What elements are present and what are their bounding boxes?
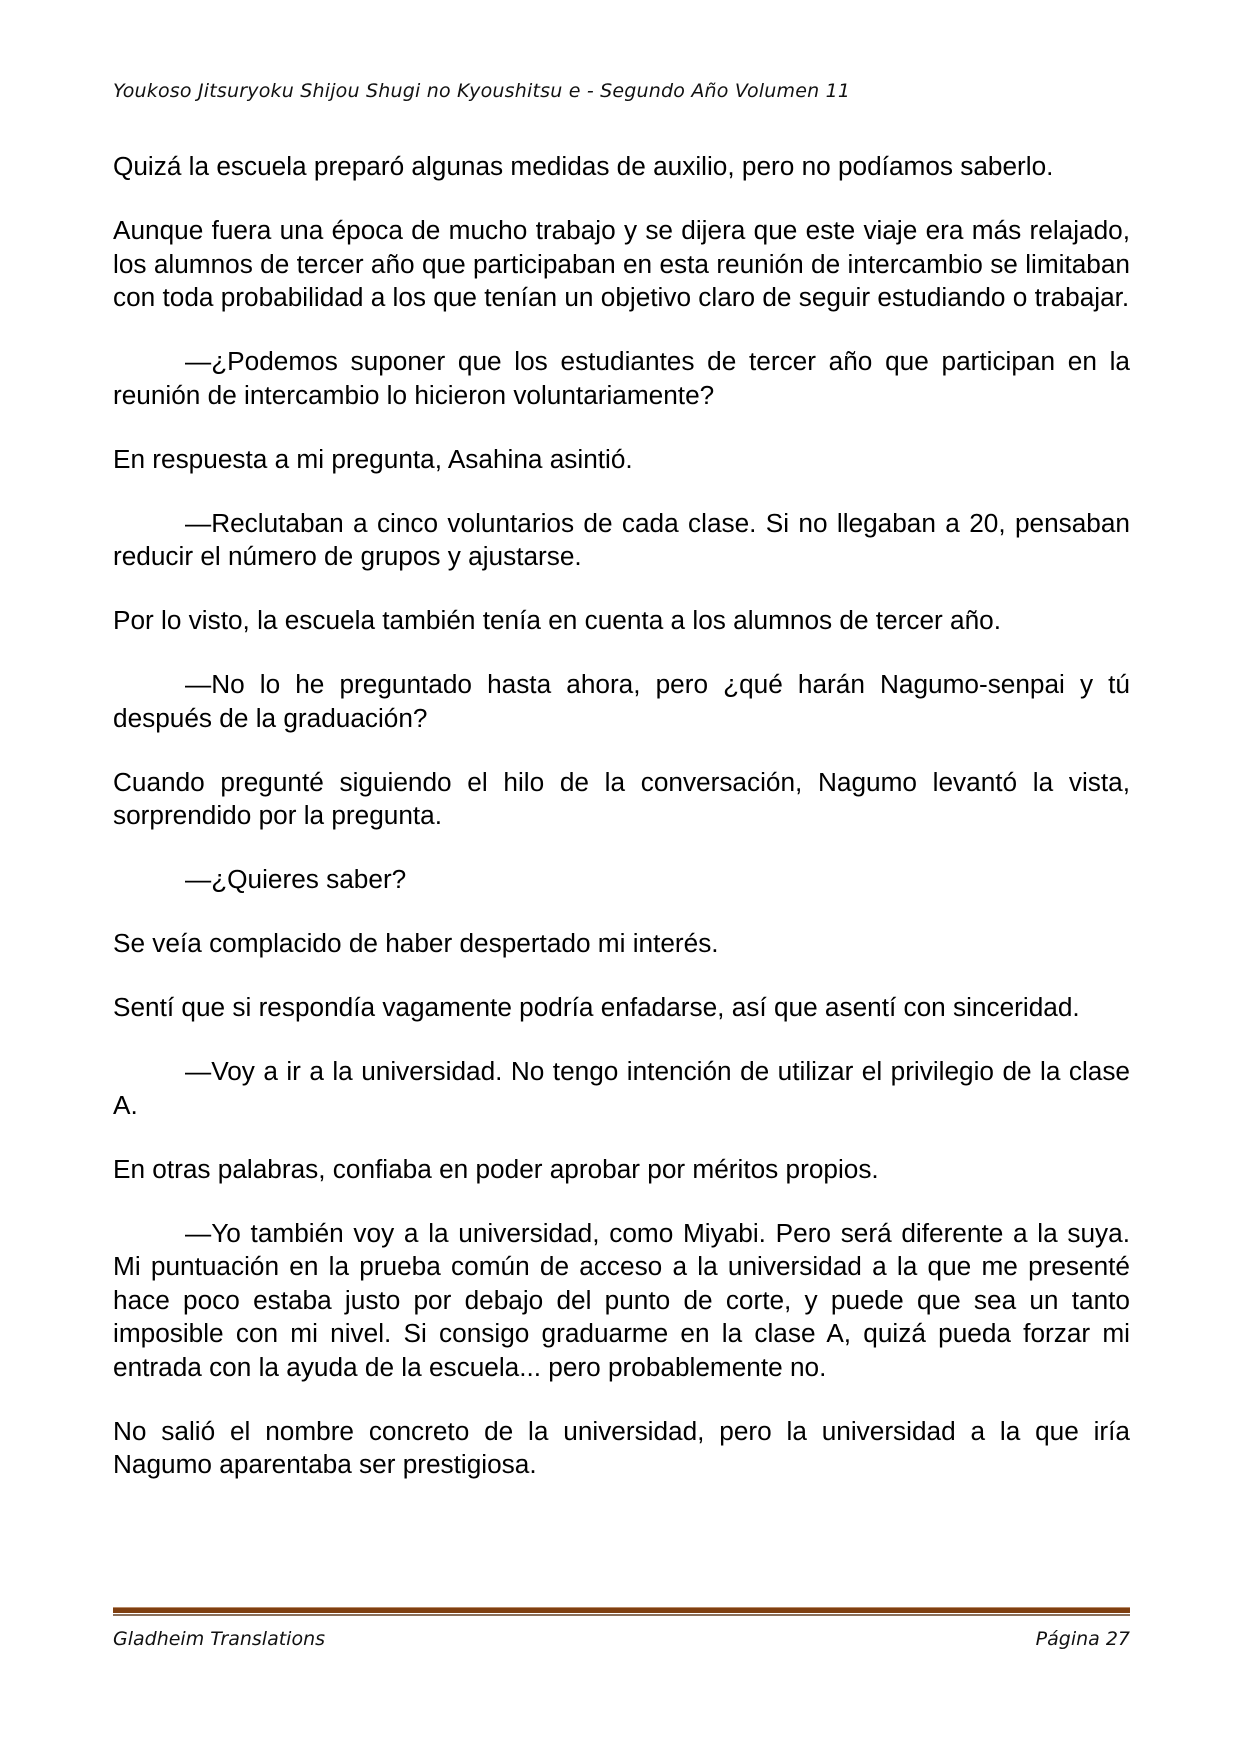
paragraph-dialogue: —¿Quieres saber?: [185, 864, 407, 894]
paragraph-dialogue: —Voy a ir a la universidad. No tengo intención de utilizar el privilegio de la clase A.: [113, 1056, 1130, 1120]
footer-divider-thin: [113, 1614, 1130, 1616]
footer-credit: Gladheim Translations: [113, 1628, 326, 1650]
paragraph-dialogue: —No lo he preguntado hasta ahora, pero ¿qué harán Nagumo-senpai y tú después de la graduación?: [113, 669, 1130, 733]
paragraph-dialogue: —Reclutaban a cinco voluntarios de cada clase. Si no llegaban a 20, pensaban reducir el número de grupos y ajustarse.: [113, 507, 1130, 571]
footer-divider-thick: [113, 1607, 1130, 1613]
paragraph-narration: Aunque fuera una época de mucho trabajo y se dijera que este viaje era más relajado, los alumnos de tercer año que participaban en esta reunión de intercambio se limitaban con toda probabilidad a los que tenían un objetivo claro de seguir estudiando o trabajar.: [113, 215, 1130, 312]
body-text: [113, 150, 1130, 1512]
running-header: Youkoso Jitsuryoku Shijou Shugi no Kyoushitsu e - Segundo Año Volumen 11: [113, 80, 851, 102]
page-number: Página 27: [1035, 1628, 1130, 1650]
paragraph-dialogue: —¿Podemos suponer que los estudiantes de tercer año que participan en la reunión de intercambio lo hicieron voluntariamente?: [113, 346, 1130, 410]
paragraph-narration: Cuando pregunté siguiendo el hilo de la conversación, Nagumo levantó la vista, sorprendido por la pregunta.: [113, 766, 1130, 830]
paragraph-narration: Se veía complacido de haber despertado mi interés.: [113, 928, 719, 958]
paragraph-narration: No salió el nombre concreto de la universidad, pero la universidad a la que iría Nagumo aparentaba ser prestigiosa.: [113, 1415, 1130, 1479]
paragraph-dialogue: —Yo también voy a la universidad, como Miyabi. Pero será diferente a la suya. Mi puntuación en la prueba común de acceso a la universidad a la que me presenté hace poco estaba justo por debajo del punto de corte, y puede que sea un tanto imposible con mi nivel. Si consigo graduarme en la clase A, quizá pueda forzar mi entrada con la ayuda de la escuela... pero probablemente no.: [113, 1217, 1130, 1382]
footer-divider: [113, 1607, 1130, 1616]
paragraph-narration: Quizá la escuela preparó algunas medidas de auxilio, pero no podíamos saberlo.: [113, 151, 1054, 181]
paragraph-narration: Sentí que si respondía vagamente podría enfadarse, así que asentí con sinceridad.: [113, 992, 1080, 1022]
paragraph-narration: Por lo visto, la escuela también tenía en cuenta a los alumnos de tercer año.: [113, 605, 1001, 635]
paragraph-narration: En respuesta a mi pregunta, Asahina asintió.: [113, 443, 633, 474]
paragraph-narration: En otras palabras, confiaba en poder aprobar por méritos propios.: [113, 1153, 879, 1184]
